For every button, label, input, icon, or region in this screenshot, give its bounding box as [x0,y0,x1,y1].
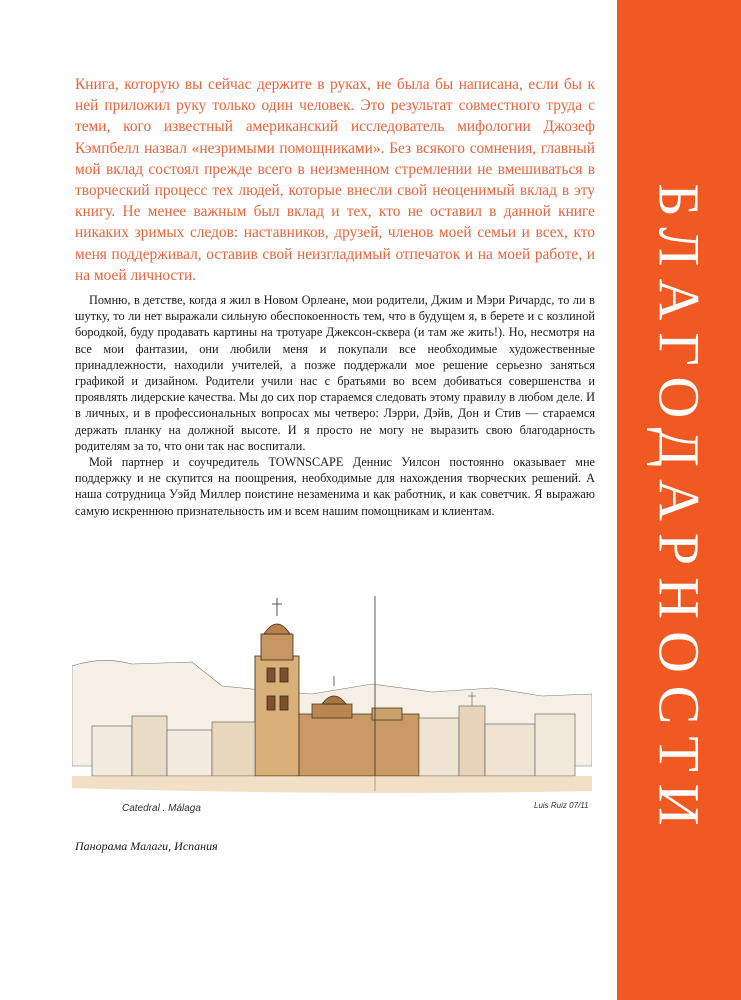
malaga-sketch [72,596,592,828]
intro-paragraph: Книга, которую вы сейчас держите в руках, не была бы написана, если бы к ней приложил руку только один человек. Это результат совместного труда с теми, кого известный американский исследователь мифологии Джозеф Кэмпбелл назвал «незримыми помощниками». Без всякого сомнения, главный мой вклад состоял прежде всего в неизменном стремлении не вмешиваться в творческий процесс тех людей, которые внесли свой неоценимый вклад в эту книгу. Не менее важным был вклад и тех, кто не оставил в данной книге никаких зримых следов: наставников, друзей, членов моей семьи и всех, кто меня поддерживал, оставив свой неизгладимый отпечаток и на моей работе, и на моей личности. [75,76,595,284]
cathedral-tower [255,598,299,776]
body-text [75,292,595,519]
body-paragraph-2: Мой партнер и соучредитель TOWNSCAPE Деннис Уилсон постоянно оказывает мне поддержку и не скупится на поощрения, необходимые для нахождения творческих решений. А наша сотрудница Уэйд Миллер поистине незаменима и как работник, и как советчик. Я выражаю самую искреннюю признательность им и всем нашим помощникам и клиентам. [75,455,595,518]
sketch-label: Catedral . Málaga [122,803,201,814]
page-title [617,0,741,1000]
sidebar-band [617,0,741,1000]
body-paragraph-1: Помню, в детстве, когда я жил в Новом Орлеане, мои родители, Джим и Мэри Ричардс, то ли в шутку, то ли нет выражали сильную обеспокоенность тем, что в будущем я, в берете и с козлиной бородкой, буду продавать картины на тротуаре Джексон-сквера (и там же жить!). Но, несмотря на все мои фантазии, они любили меня и покупали все необходимые художественные принадлежности, находили учителей, а позже поддержали мое решение серьезно заняться графикой и дизайном. Родители учили нас с братьями во всем добиваться совершенства и проявлять лидерские качества. Мы до сих пор стараемся следовать этому правилу в любом деле. И в личных, и в профессиональных вопросах мы четверо: Лэрри, Дэйв, Дон и Стив — стараемся держать планку на должной высоте. И я просто не могу не выразить свою благодарность родителям за то, что они так нас воспитали. [75,293,595,453]
figure-caption: Панорама Малаги, Испания [75,839,218,853]
sketch-signature: Luis Ruiz 07/11 [534,801,589,810]
foreground-wash [72,776,592,793]
page-title-text: БЛАГОДАРНОСТИ [646,182,712,838]
